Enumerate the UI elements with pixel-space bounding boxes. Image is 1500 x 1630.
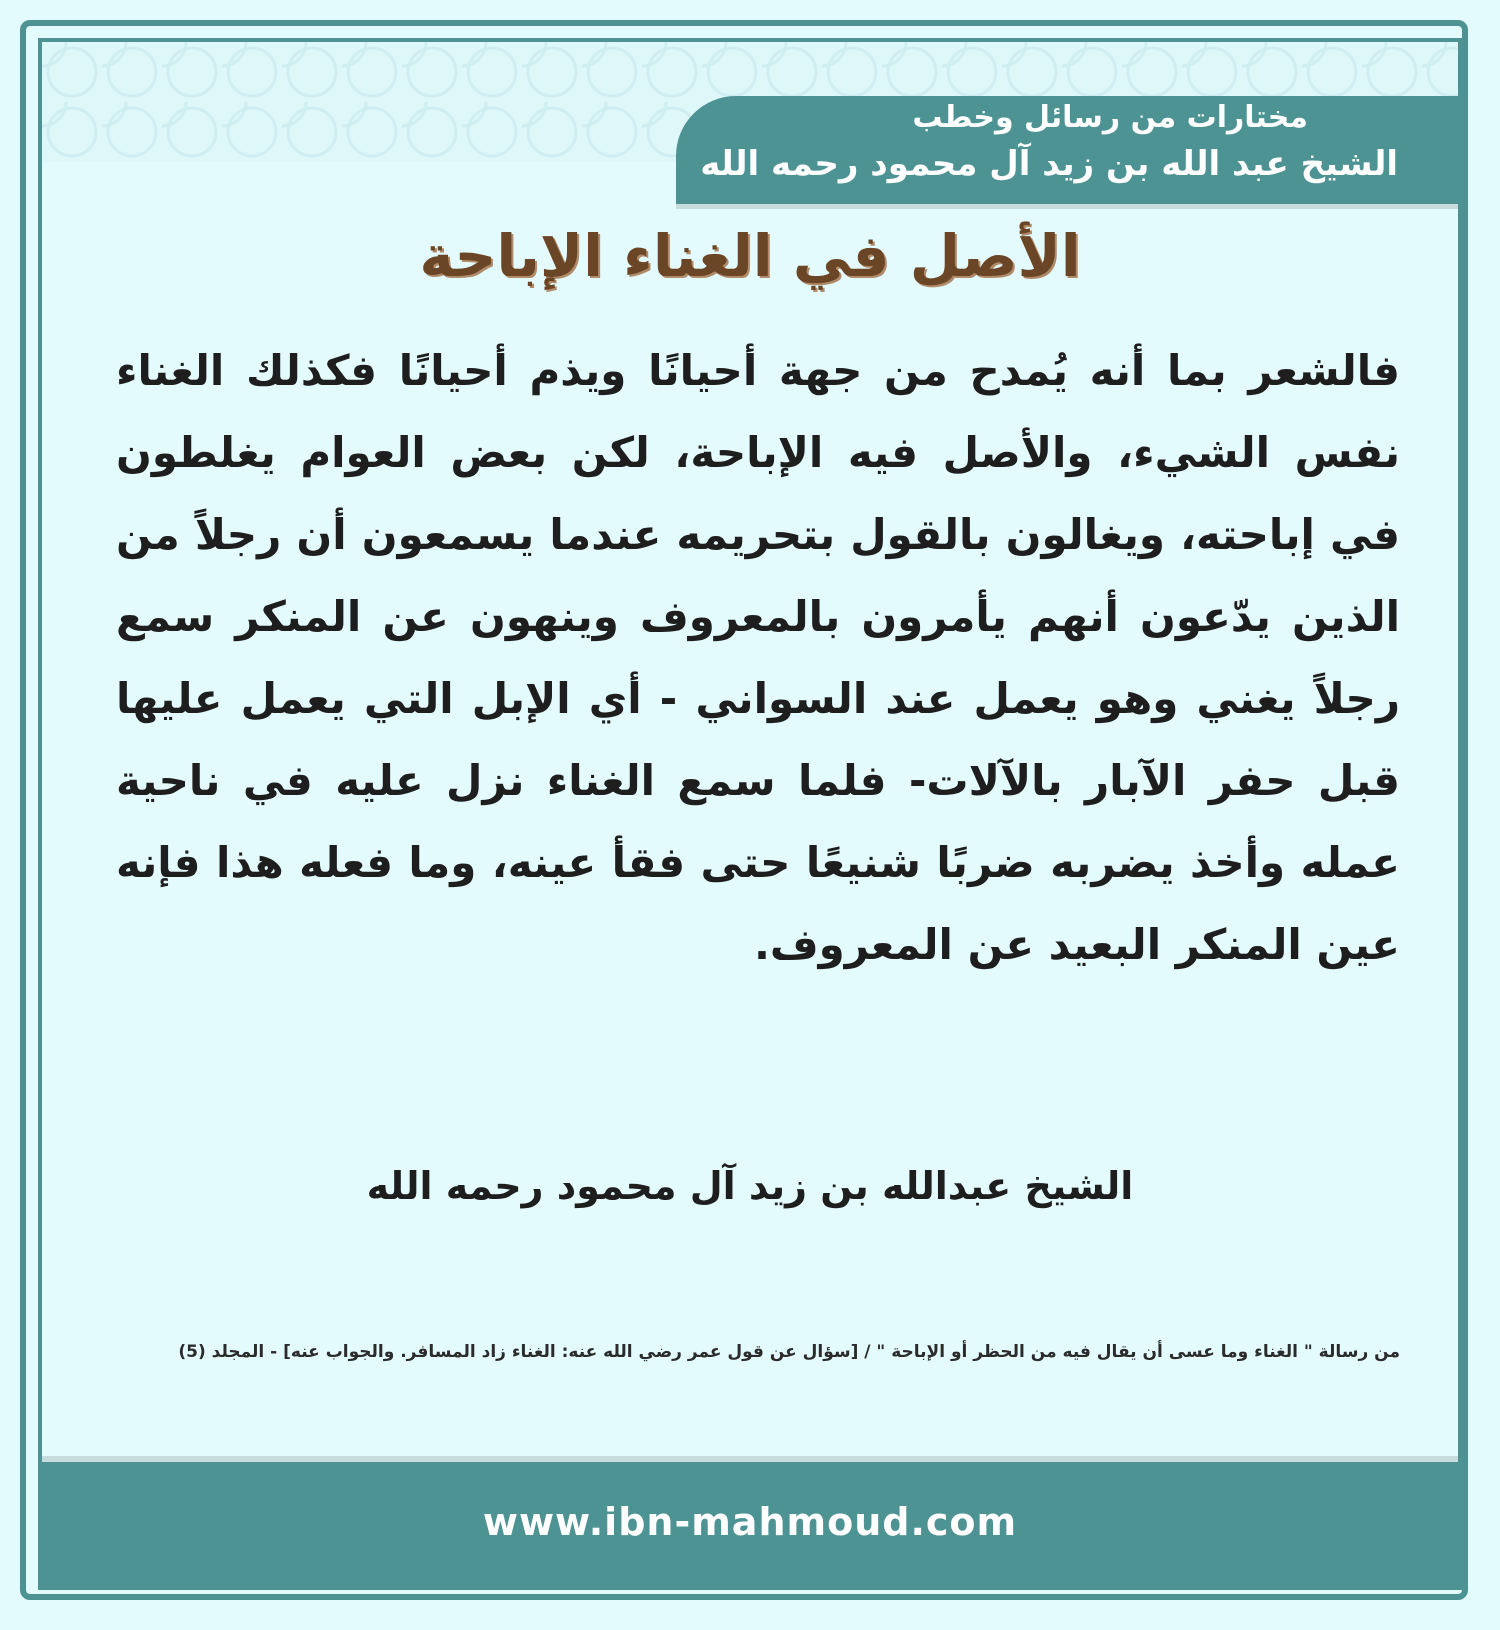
- header-banner: [676, 96, 1458, 204]
- footer-bar: [42, 1462, 1458, 1586]
- page-title: الأصل في الغناء الإباحة: [419, 222, 1081, 290]
- website-link[interactable]: www.ibn-mahmoud.com: [482, 1500, 1018, 1544]
- author-name: الشيخ عبد الله بن زيد آل محمود رحمه الله: [700, 144, 1398, 184]
- signature: الشيخ عبدالله بن زيد آل محمود رحمه الله: [366, 1164, 1134, 1208]
- series-title: مختارات من رسائل وخطب: [912, 100, 1308, 135]
- source-citation: من رسالة " الغناء وما عسى أن يقال فيه من الحظر أو الإباحة " / [سؤال عن قول عمر رضي الله عنه: الغناء زاد المسافر. والجواب عنه] - المجلد (5): [178, 1342, 1400, 1362]
- body-text: فالشعر بما أنه يُمدح من جهة أحيانًا ويذم أحيانًا فكذلك الغناء نفس الشيء، والأصل فيه الإباحة، لكن بعض العوام يغلطون في إباحته، ويغالون بالقول بتحريمه عندما يسمعون أن رجلاً من الذين يدّعون أنهم يأمرون بالمعروف وينهون عن المنكر سمع رجلاً يغني وهو يعمل عند السواني - أي الإبل التي يعمل عليها قبل حفر الآبار بالآلات- فلما سمع الغناء نزل عليه في ناحية عمله وأخذ يضربه ضربًا شنيعًا حتى فقأ عينه، وما فعله هذا فإنه عين المنكر البعيد عن المعروف.: [116, 346, 1400, 969]
